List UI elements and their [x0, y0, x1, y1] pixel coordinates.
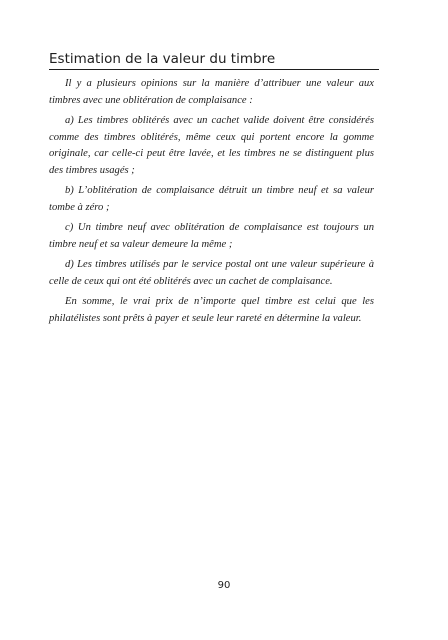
paragraph-conclusion: En somme, le vrai prix de n’importe quel timbre est celui que les philatélistes sont prêts à payer et seule leur rareté en détermine la valeur.	[49, 296, 374, 324]
paragraph-b: b) L’oblitération de complaisance détruit un timbre neuf et sa valeur tombe à zéro ;	[49, 185, 374, 213]
paragraph-c: c) Un timbre neuf avec oblitération de complaisance est toujours un timbre neuf et sa valeur demeure la même ;	[49, 222, 374, 250]
paragraph-d: d) Les timbres utilisés par le service postal ont une valeur supérieure à celle de ceux qui ont été oblitérés avec un cachet de complaisance.	[49, 259, 374, 287]
paragraph-a: a) Les timbres oblitérés avec un cachet valide doivent être considérés comme des timbres oblitérés, même ceux qui portent encore la gomme originale, car celle-ci peut être lavée, et les timbres ne se distinguent plus des timbres usagés ;	[49, 115, 374, 176]
body-text	[49, 76, 374, 331]
section-title: Estimation de la valeur du timbre	[49, 50, 379, 70]
page-number: 90	[217, 580, 231, 591]
paragraph-intro: Il y a plusieurs opinions sur la manière d’attribuer une valeur aux timbres avec une oblitération de complaisance :	[49, 78, 374, 106]
